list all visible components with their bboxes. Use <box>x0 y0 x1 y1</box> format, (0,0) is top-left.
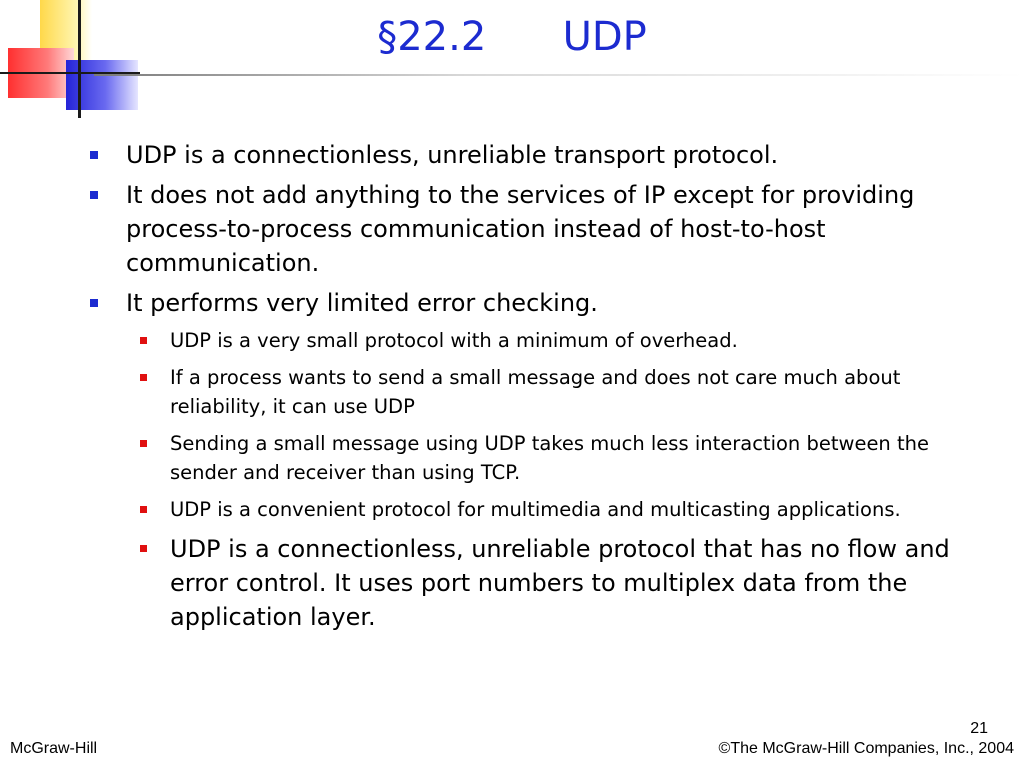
sub-bullet-item <box>170 495 970 524</box>
square-bullet-icon <box>90 299 98 307</box>
sub-bullet-text: Sending a small message using UDP takes much less interaction between the sender and receiver than using TCP. <box>170 432 929 484</box>
bullet-item <box>90 178 970 280</box>
sub-bullet-item <box>170 363 970 421</box>
sub-bullet-text: UDP is a very small protocol with a minimum of overhead. <box>170 329 738 352</box>
bullet-item <box>90 286 970 320</box>
bullet-text: It does not add anything to the services of IP except for providing process-to-process communication instead of host-to-host communication. <box>126 181 915 277</box>
footer-publisher: McGraw-Hill <box>10 740 98 757</box>
square-bullet-icon <box>90 151 98 159</box>
red-square-bullet-icon <box>140 374 147 381</box>
slide-title: §22.2 UDP <box>377 14 647 60</box>
footer-copyright: ©The McGraw-Hill Companies, Inc., 2004 <box>718 740 1014 757</box>
square-bullet-icon <box>90 191 98 199</box>
title-underline <box>94 74 1024 76</box>
bullet-item <box>90 138 970 172</box>
red-square-bullet-icon <box>140 545 147 552</box>
bullet-text: It performs very limited error checking. <box>126 289 598 317</box>
blue-square-decoration <box>66 60 138 110</box>
sub-bullet-text: UDP is a convenient protocol for multimedia and multicasting applications. <box>170 498 901 521</box>
red-square-bullet-icon <box>140 506 147 513</box>
page-number: 21 <box>970 720 988 737</box>
sub-bullet-text: If a process wants to send a small message and does not care much about reliability, it can use UDP <box>170 366 901 418</box>
slide-content <box>90 138 970 642</box>
bullet-text: UDP is a connectionless, unreliable transport protocol. <box>126 141 779 169</box>
sub-bullet-item <box>170 532 970 634</box>
red-square-bullet-icon <box>140 337 147 344</box>
sub-bullet-item <box>170 429 970 487</box>
sub-bullet-item <box>170 326 970 355</box>
red-square-bullet-icon <box>140 440 147 447</box>
sub-bullet-text: UDP is a connectionless, unreliable protocol that has no flow and error control. It uses port numbers to multiplex data from the application layer. <box>170 535 950 631</box>
